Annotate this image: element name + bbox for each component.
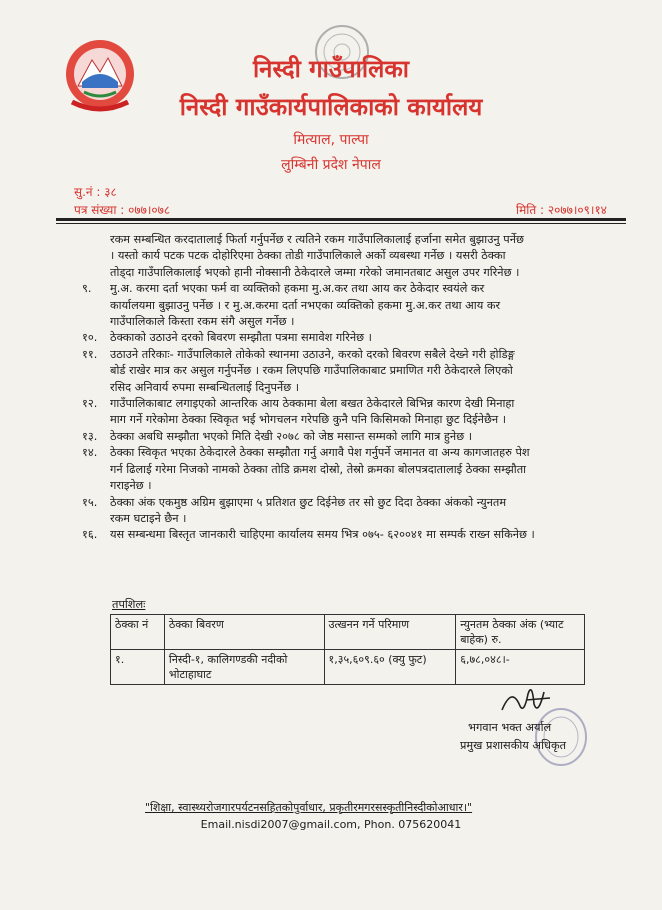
clause-number: १४. — [82, 446, 98, 460]
clause-11 — [82, 347, 592, 396]
address-line2: लुम्बिनी प्रदेश नेपाल — [281, 157, 381, 173]
su-number: सु.नं : ३८ — [74, 185, 117, 199]
contract-details-table — [110, 614, 585, 685]
table-cell: निस्दी-१, कालिगण्डकी नदीको भोटाहाघाट — [164, 650, 324, 685]
signatory-name: भगवान भक्त अर्याल — [468, 721, 552, 734]
clause-line: माग गर्ने गरेकोमा ठेक्का स्विकृत भई भोगचलन गरेपछि कुनै पनि किसिमको मिनाहा छुट दिईनेछैन । — [110, 413, 507, 427]
clause-line: मु.अ. करमा दर्ता भएका फर्म वा व्यक्तिको हकमा मु.अ.कर तथा आय कर ठेकेदार स्वयंले कर — [110, 282, 485, 296]
letter-body — [82, 232, 592, 544]
clause-line: बोर्ड राखेर मात्र कर असुल गर्नुपर्नेछ । रकम लिएपछि गाउँपालिकाबाट प्रमाणित गरी ठेकेदारले लिएको — [110, 364, 513, 378]
table-cell: १. — [111, 650, 165, 685]
clause-line: गाउँपालिकाले किस्ता रकम संगै असुल गर्नेछ । — [110, 315, 295, 329]
clause-line: ठेक्का अबधि सम्झौता भएको मिति देखी २०७८ को जेष्ठ मसान्त सम्मको लागि मात्र हुनेछ । — [110, 429, 472, 443]
address-line1: मित्याल, पाल्पा — [293, 132, 369, 148]
header-divider-thin — [56, 223, 626, 224]
table-header-row — [111, 615, 585, 650]
clause-line: ठेक्का स्विकृत भएका ठेकेदारले ठेक्का सम्झौता गर्नु अगावै पेश गर्नुपर्ने जमानत वा अन्य कागजातहरु पेश — [110, 446, 530, 460]
clause-line: यस सम्बन्धमा बिस्तृत जानकारी चाहिएमा कार्यालय समय भित्र ०७५- ६२००४१ मा सम्पर्क राख्न सकिनेछ । — [110, 528, 535, 542]
table-header-cell: न्युनतम ठेक्का अंक (भ्याट बाहेक) रु. — [456, 615, 585, 650]
header-divider — [56, 218, 626, 221]
patra-sankhya: पत्र संख्या : ०७७।०७८ — [74, 203, 171, 217]
table-label: तपशिलः — [112, 598, 146, 611]
clause-line: गर्न ढिलाई गरेमा निजको नामको ठेक्का तोडि क्रमश दोस्रो, तेस्रो क्रमका बोलपत्रदातालाई ठेक्का सम्झौता — [110, 462, 527, 476]
intro-line: तोड्दा गाउँपालिकालाई भएको हानी नोक्सानी ठेकेदारले जम्मा गरेको जमानतबाट असुल उपर गरिनेछ । — [110, 265, 520, 279]
clause-line: गराइनेछ । — [110, 479, 152, 493]
clause-13 — [82, 429, 592, 445]
clause-15 — [82, 495, 592, 528]
clause-9 — [82, 281, 592, 330]
letter-date: मिति : २०७७।०९।१४ — [516, 203, 607, 217]
office-title-line1: निस्दी गाउँपालिका — [252, 55, 410, 83]
clause-14 — [82, 445, 592, 494]
table-header-cell: ठेक्का बिवरण — [164, 615, 324, 650]
clause-line: ठेक्का अंक एकमुष्ठ अग्रिम बुझाएमा ५ प्रतिशत छुट दिईनेछ तर सो छुट दिदा ठेक्का अंकको न्युनतम — [110, 495, 507, 509]
clause-number: ९. — [82, 282, 92, 296]
clause-number: १६. — [82, 528, 98, 542]
clause-number: १५. — [82, 495, 98, 509]
clause-number: १३. — [82, 429, 98, 443]
intro-line: रकम सम्बन्धित करदातालाई फिर्ता गर्नुपर्नेछ र त्यतिने रकम गाउँपालिकालाई हर्जाना समेत बुझाउनु पर्नेछ — [110, 233, 524, 246]
clause-line: रकम घटाइने छैन । — [110, 511, 187, 525]
clause-line: गाउँपालिकाबाट लगाइएको आन्तरिक आय ठेक्कामा बेला बखत ठेकेदारले बिभिन्न कारण देखी मिनाहा — [110, 397, 515, 411]
footer-motto: "शिक्षा, स्वास्थ्यरोजगारपर्यटनसहितकोपुर्वाधार, प्रकृतीरमगरसस्कृतीनिस्दीकोआधार।" — [145, 801, 473, 814]
table-header-cell: उत्खनन गर्ने परिमाण — [324, 615, 456, 650]
footer-contact: Email.nisdi2007@gmail.com, Phon. 075620041 — [200, 818, 462, 831]
clause-line: उठाउने तरिकाः- गाउँपालिकाले तोकेको स्थानमा उठाउने, करको दरको बिवरण सबैले देख्ने गरी होडिङ्ग — [110, 347, 515, 361]
clause-line: कार्यालयमा बुझाउनु पर्नेछ । र मु.अ.करमा दर्ता नभएका व्यक्तिको हकमा मु.अ.कर तथा आय कर — [110, 298, 501, 312]
table-cell: ६,७८,०४८।- — [456, 650, 585, 685]
clause-number: ११. — [82, 347, 98, 361]
clause-16 — [82, 527, 592, 543]
clause-10 — [82, 330, 592, 346]
clause-line: रसिद अनिवार्य रुपमा सम्बन्धितलाई दिनुपर्नेछ । — [110, 380, 299, 394]
office-title-line2: निस्दी गाउँकार्यपालिकाको कार्यालय — [179, 93, 483, 121]
clause-number: १०. — [82, 331, 98, 345]
table-cell: १,३५,६०९.६० (क्यु फुट) — [324, 650, 456, 685]
signatory-title: प्रमुख प्रशासकीय अधिकृत — [460, 739, 567, 752]
clause-line: ठेक्काको उठाउने दरको बिवरण सम्झौता पत्रमा समावेश गरिनेछ । — [110, 331, 372, 345]
clause-12 — [82, 396, 592, 429]
intro-line: । यस्तो कार्य पटक पटक दोहोरिएमा ठेक्का तोडी गाउँपालिकाले अर्को व्यबस्था गर्नेछ । यसरी ठेक्का — [110, 249, 506, 263]
table-header-cell: ठेक्का नं — [111, 615, 165, 650]
clause-number: १२. — [82, 397, 98, 411]
official-seal — [533, 706, 589, 768]
